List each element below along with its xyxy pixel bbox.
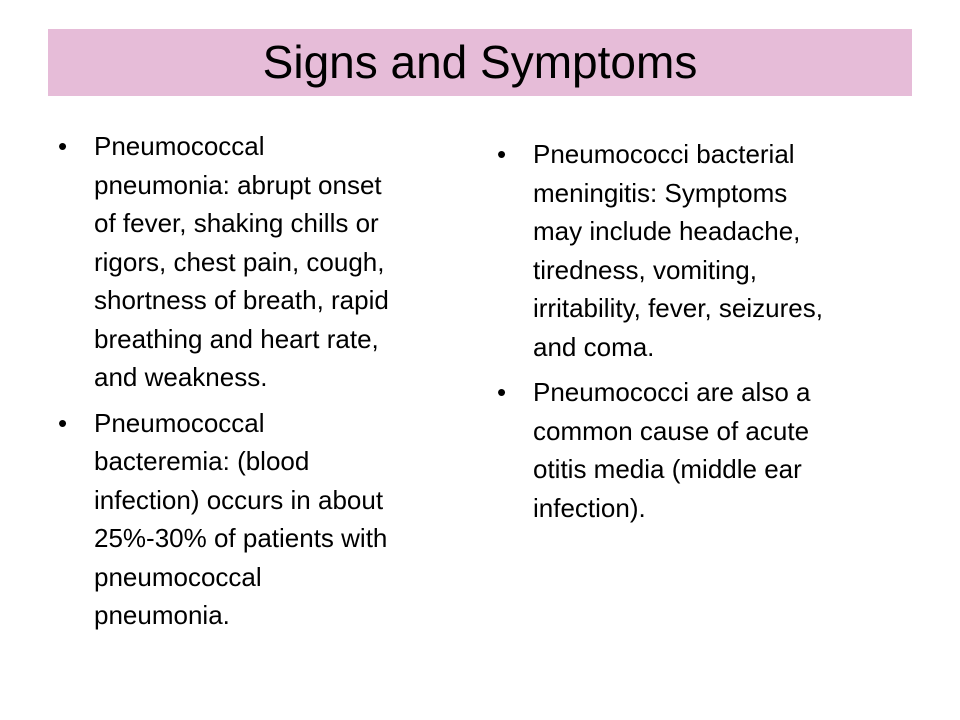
bullet-otitis-media [497, 373, 907, 527]
text-line: infection). [533, 492, 646, 523]
text-line: Pneumococcal [94, 131, 265, 161]
text-line: and coma. [533, 331, 655, 362]
bullet-icon: • [497, 139, 507, 169]
text-line: rigors, chest pain, cough, [94, 246, 385, 277]
text-line: Pneumococci are also a [533, 377, 811, 407]
text-line: irritability, fever, seizures, [533, 293, 823, 323]
slide-title: Signs and Symptoms [262, 35, 698, 88]
text-line: Pneumococcal [94, 407, 265, 438]
bullet-text [533, 135, 907, 366]
bullet-text [94, 127, 468, 397]
text-line: shortness of breath, rapid [94, 285, 389, 315]
right-column-bullets [497, 135, 907, 534]
text-line: and weakness. [94, 362, 268, 392]
text-line: may include headache, [533, 216, 801, 246]
text-line: meningitis: Symptoms [533, 177, 788, 208]
left-column-bullets [58, 127, 468, 642]
text-line: tiredness, vomiting, [533, 254, 757, 285]
text-line: pneumonia. [94, 600, 230, 630]
bullet-pneumonia [58, 127, 468, 397]
text-line: common cause of acute [533, 415, 810, 446]
bullet-meningitis [497, 135, 907, 366]
text-line: otitis media (middle ear [533, 454, 802, 484]
bullet-icon: • [497, 377, 507, 407]
bullet-text [94, 404, 468, 635]
text-line: pneumonia: abrupt onset [94, 169, 382, 200]
text-line: Pneumococci bacterial [533, 139, 795, 169]
text-line: breathing and heart rate, [94, 323, 379, 354]
title-bar [48, 29, 912, 96]
text-line: infection) occurs in about [94, 484, 384, 515]
text-line: of fever, shaking chills or [94, 208, 379, 238]
text-line: bacteremia: (blood [94, 446, 310, 476]
bullet-text [533, 373, 907, 527]
bullet-icon: • [58, 131, 68, 161]
bullet-icon: • [58, 407, 68, 438]
text-line: 25%-30% of patients with [94, 523, 388, 553]
text-line: pneumococcal [94, 561, 262, 592]
bullet-bacteremia [58, 404, 468, 635]
